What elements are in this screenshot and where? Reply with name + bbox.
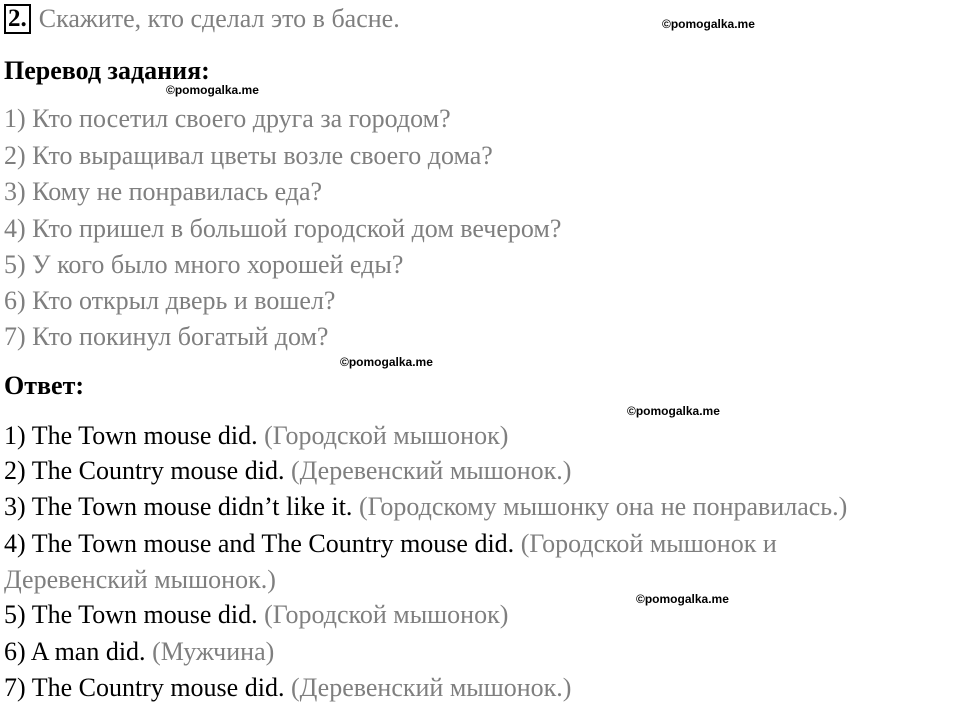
answer-russian: (Городской мышонок и: [520, 529, 777, 558]
question-item: 5) У кого было много хорошей еды?: [4, 250, 404, 279]
watermark: ©pomogalka.me: [662, 17, 755, 31]
translation-heading: Перевод задания:: [4, 56, 210, 85]
answer-russian-continuation: Деревенский мышонок.): [4, 565, 276, 594]
answer-russian: (Деревенский мышонок.): [290, 673, 572, 702]
answer-english: 4) The Town mouse and The Country mouse did.: [4, 529, 515, 558]
answer-russian: (Городской мышонок): [264, 600, 509, 629]
watermark: ©pomogalka.me: [166, 83, 259, 97]
question-item: 2) Кто выращивал цветы возле своего дома?: [4, 141, 493, 170]
task-number: 2.: [4, 4, 31, 34]
answer-heading: Ответ:: [4, 371, 85, 400]
answer-item: [4, 600, 508, 630]
answer-english: 1) The Town mouse did.: [4, 421, 258, 450]
answer-item: [4, 492, 847, 522]
question-item: 6) Кто открыл дверь и вошел?: [4, 286, 336, 315]
answer-item: [4, 456, 571, 486]
question-item: 3) Кому не понравилась еда?: [4, 177, 323, 206]
answer-russian: (Городскому мышонку она не понравилась.): [358, 492, 848, 521]
answer-item: [4, 673, 571, 703]
answer-item: [4, 529, 777, 559]
watermark: ©pomogalka.me: [636, 592, 729, 606]
task-instruction: Скажите, кто сделал это в басне.: [38, 4, 400, 33]
answer-english: 2) The Country mouse did.: [4, 456, 285, 485]
answer-english: 6) A man did.: [4, 637, 146, 666]
answer-english: 3) The Town mouse didn’t like it.: [4, 492, 353, 521]
answer-russian: (Мужчина): [152, 637, 275, 666]
answer-english: 5) The Town mouse did.: [4, 600, 258, 629]
answer-item: [4, 421, 508, 451]
watermark: ©pomogalka.me: [627, 404, 720, 418]
answer-russian: (Деревенский мышонок.): [290, 456, 572, 485]
answer-russian: (Городской мышонок): [264, 421, 509, 450]
question-item: 7) Кто покинул богатый дом?: [4, 322, 329, 351]
question-item: 4) Кто пришел в большой городской дом вечером?: [4, 214, 562, 243]
answer-item: [4, 637, 274, 667]
answer-english: 7) The Country mouse did.: [4, 673, 285, 702]
watermark: ©pomogalka.me: [340, 355, 433, 369]
question-item: 1) Кто посетил своего друга за городом?: [4, 104, 451, 133]
task-line: [4, 4, 400, 34]
